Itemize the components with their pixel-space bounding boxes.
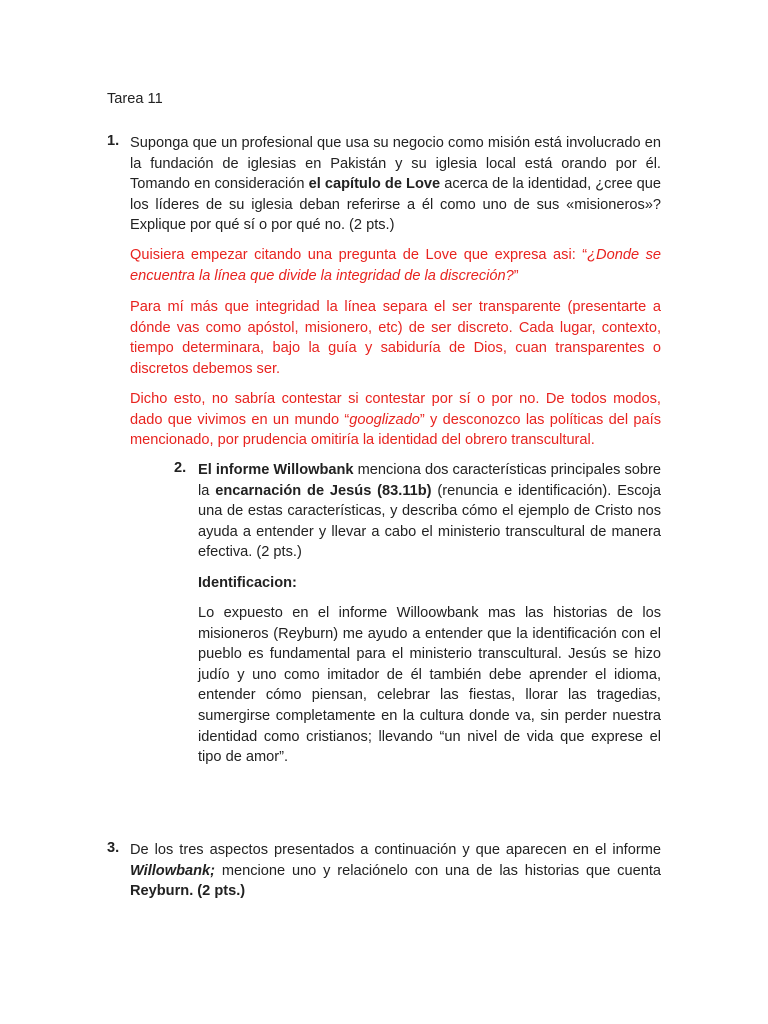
question-3-bold-end: Reyburn. (2 pts.) (130, 883, 246, 900)
question-2-text-a: menciona dos características principales sobre la (198, 462, 661, 499)
question-1-bold: el capítulo de Love (308, 176, 441, 193)
answer-1-p1-a: Quisiera empezar citando una pregunta de Love que expresa asi: “ (130, 247, 588, 263)
question-1-text-b: acerca de la identidad, ¿cree que los líderes de su iglesia deban referirse a él como uno de sus «misioneros»? Explique por qué sí o por qué no. (2 pts.) (130, 176, 662, 234)
question-3-bold-italic: Willowbank; (130, 862, 215, 879)
question-2-bold-a: El informe Willowbank (198, 462, 354, 478)
question-2-number: 2. (174, 460, 187, 476)
question-2 (198, 460, 661, 563)
answer-2-heading: Identificacion: (198, 575, 297, 591)
question-2-bold-b: encarnación de Jesús (83.11b) (215, 482, 432, 499)
answer-1-quote: ¿Donde se encuentra la línea que divide la integridad de la discreción? (130, 247, 662, 284)
question-3-text-a: De los tres aspectos presentados a continuación y que aparecen en el informe (130, 842, 661, 858)
answer-1-paragraph-3 (130, 389, 661, 451)
question-2-text-b: (renuncia e identificación). Escoja una de estas características, y describa cómo el ejemplo de Cristo nos ayuda a entender y llevar a cabo el ministerio transcultural de manera efectiva. (2 pts.) (198, 482, 661, 561)
question-1 (130, 133, 661, 236)
answer-2-body: Lo expuesto en el informe Willoowbank mas las historias de los misioneros (Reyburn) me ayudo a entender que la identificación con el pueblo es fundamental para el ministerio transcultural. Jesús se hizo judío y uno como imitador de él también debe aprender el idioma, entender cómo piensan, celebrar las fiestas, llorar las tragedias, sumergirse completamente en la cultura donde va, sin perder nuestra identidad como cristianos; llevando “un nivel de vida que exprese el tipo de amor”. (198, 605, 661, 766)
question-3 (130, 840, 661, 902)
question-3-number: 3. (107, 840, 120, 856)
answer-1-paragraph-2: Para mí más que integridad la línea separa el ser transparente (presentarte a dónde vas como apóstol, misionero, etc) de ser discreto. Cada lugar, contexto, tiempo determinara, bajo la guía y sabiduría de Dios, cuan transparentes o discretos debemos ser. (130, 299, 661, 377)
question-1-number: 1. (107, 133, 120, 149)
answer-1-p3-b: ” y desconozco las políticas del país mencionado, por prudencia omitiría la identidad del obrero transcultural. (130, 411, 661, 449)
answer-1-italic-word: googlizado (349, 411, 420, 428)
answer-1-paragraph-1 (130, 245, 661, 286)
answer-1-p1-b: ” (513, 267, 519, 284)
document-title: Tarea 11 (107, 91, 163, 107)
question-1-text-a: Suponga que un profesional que usa su negocio como misión está involucrado en la fundación de iglesias en Pakistán y su iglesia local está orando por él. Tomando en consideración (130, 135, 661, 193)
answer-1-p3-a: Dicho esto, no sabría contestar si contestar por sí o por no. De todos modos, dado que vivimos en un mundo “ (130, 391, 661, 428)
question-3-text-b: mencione uno y relaciónelo con una de las historias que cuenta (215, 862, 661, 879)
